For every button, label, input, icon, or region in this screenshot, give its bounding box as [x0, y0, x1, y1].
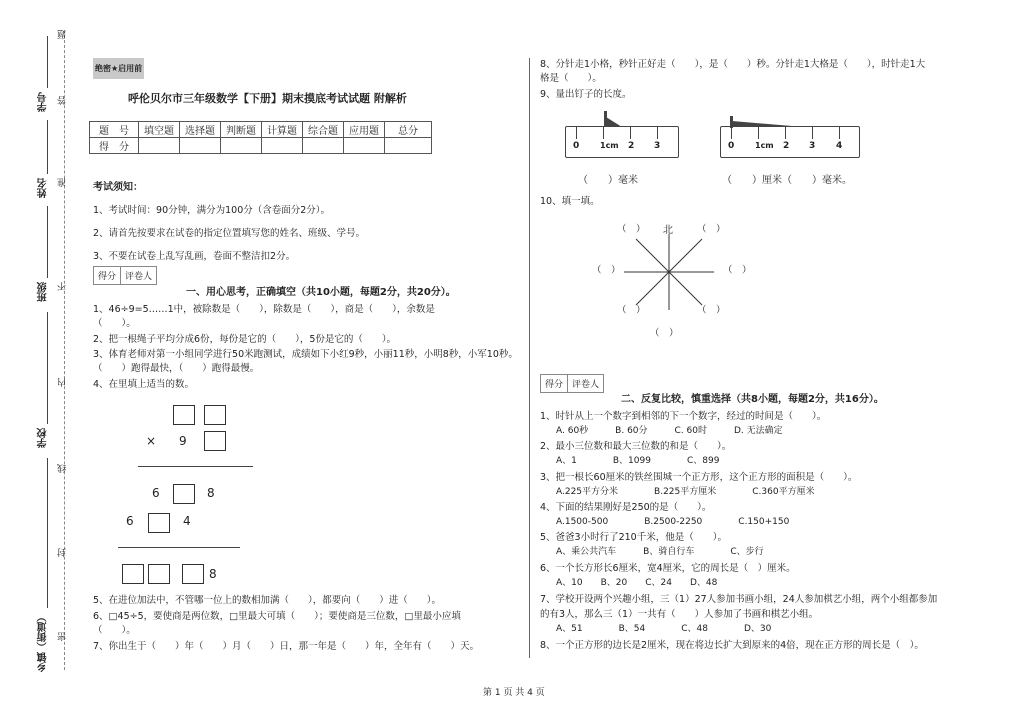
student-id-label: 学号 [38, 92, 49, 112]
ruler-label: 1cm [755, 141, 774, 150]
answer-text: （ ）厘米（ ）毫米。 [722, 175, 852, 186]
score-cell: 计算题 [262, 122, 303, 138]
options-text: A、乘公共汽车 B、骑自行车 C、步行 [556, 547, 764, 557]
score-table-wrap [89, 121, 432, 154]
grader-label: 评卷人 [125, 272, 153, 282]
options-text: A.1500-500 B.2500-2250 C.150+150 [556, 517, 790, 527]
question-text: 的有3人，那么三（1）一共有（ ）人参加了书画和棋艺小组。 [540, 609, 819, 620]
ruler-label: 0 [728, 141, 735, 151]
question-text: 2、最小三位数和最大三位数的和是（ ）。 [540, 441, 732, 452]
score-cell: 得 分 [90, 138, 139, 154]
secret-tag: 绝密★启用前 [93, 58, 144, 79]
fill-line [47, 120, 48, 174]
answer-box[interactable] [148, 513, 170, 533]
seal-char: 密 [58, 632, 68, 641]
options-text: A、1 B、1099 C、899 [556, 456, 720, 466]
question-text: （ ）。 [93, 625, 136, 636]
times-sign: × [146, 434, 157, 448]
column-divider [529, 58, 530, 658]
question-text: 8、分针走1小格，秒针正好走（ ），是（ ）秒。分针走1大格是（ ），时针走1大 [540, 59, 926, 70]
question-text: （ ）跑得最快，（ ）跑得最慢。 [93, 363, 260, 374]
exam-title: 呼伦贝尔市三年级数学【下册】期末摸底考试试题 附解析 [128, 92, 407, 105]
question-text: 7、你出生于（ ）年（ ）月（ ）日，那一年是（ ）年，全年有（ ）天。 [93, 641, 480, 652]
score-input-cell[interactable] [385, 138, 432, 154]
answer-box[interactable] [204, 405, 226, 425]
question-text: 8、一个正方形的边长是2厘米，现在将边长扩大到原来的4倍，现在正方形的周长是（ ）。 [540, 640, 924, 651]
digit: 8 [209, 567, 217, 581]
school-label: 学校 [38, 428, 49, 448]
question-text: 2、把一根绳子平均分成6份，每份是它的（ ），5份是它的（ ）。 [93, 334, 397, 345]
note-item: 2、请首先按要求在试卷的指定位置填写您的姓名、班级、学号。 [93, 228, 366, 239]
fill-line [47, 36, 48, 88]
score-input-cell[interactable] [139, 138, 180, 154]
score-input-cell[interactable] [344, 138, 385, 154]
fold-line [64, 30, 65, 670]
scorer-box [540, 374, 604, 393]
fill-line [47, 458, 48, 608]
answer-box[interactable] [182, 564, 204, 584]
answer-box[interactable] [122, 564, 144, 584]
direction-blank[interactable]: （ ） [697, 305, 726, 316]
score-cell: 总分 [385, 122, 432, 138]
answer-box[interactable] [204, 431, 226, 451]
digit: 9 [179, 434, 187, 448]
ruler-label: 3 [654, 141, 661, 151]
score-cell: 选择题 [180, 122, 221, 138]
ruler-1 [565, 126, 679, 158]
options-text: A.225平方分米 B.225平方厘米 C.360平方厘米 [556, 487, 815, 497]
question-text: 10、填一填。 [540, 196, 600, 207]
question-text: 5、在进位加法中，不管哪一位上的数相加满（ ），都要向（ ）进（ ）。 [93, 595, 442, 606]
score-input-cell[interactable] [303, 138, 344, 154]
question-text: 7、学校开设两个兴趣小组，三（1）27人参加书画小组，24人参加棋艺小组，两个小组都参加 [540, 594, 938, 605]
direction-blank[interactable]: （ ） [617, 224, 646, 235]
score-cell: 应用题 [344, 122, 385, 138]
seal-char: 线 [58, 464, 68, 473]
score-label: 得分 [541, 375, 568, 392]
ruler-label: 4 [836, 141, 843, 151]
ruler-label: 2 [628, 141, 635, 151]
question-text: 3、把一根长60厘米的铁丝围城一个正方形，这个正方形的面积是（ ）。 [540, 472, 858, 483]
page-footer: 第 1 页 共 4 页 [483, 688, 545, 698]
north-label: 北 [663, 225, 673, 236]
seal-char: 封 [58, 548, 68, 557]
answer-text: （ ）毫米 [578, 175, 638, 186]
scorer-box [93, 266, 157, 285]
class-label: 班级 [38, 282, 49, 302]
question-text: 3、体育老师对第一小组同学进行50米跑测试，成绩如下小红9秒，小丽11秒，小明8秒，小军10秒。 [93, 349, 518, 360]
nail-1 [596, 107, 626, 129]
calc-line [138, 466, 253, 467]
score-table [89, 121, 432, 154]
section1-title: 一、用心思考，正确填空（共10小题，每题2分，共20分）。 [186, 287, 456, 298]
ruler-label: 2 [783, 141, 790, 151]
score-cell: 填空题 [139, 122, 180, 138]
answer-box[interactable] [173, 405, 195, 425]
question-text: 1、时针从上一个数字到相邻的下一个数字，经过的时间是（ ）。 [540, 411, 827, 422]
note-item: 1、考试时间：90分钟，满分为100分（含卷面分2分）。 [93, 205, 331, 216]
score-input-cell[interactable] [221, 138, 262, 154]
question-text: 4、在里填上适当的数。 [93, 379, 195, 390]
score-cell: 判断题 [221, 122, 262, 138]
note-item: 3、不要在试卷上乱写乱画，卷面不整洁扣2分。 [93, 251, 296, 262]
answer-box[interactable] [148, 564, 170, 584]
digit: 4 [183, 514, 191, 528]
score-cell: 题 号 [90, 122, 139, 138]
question-text: 4、下面的结果刚好是250的是（ ）。 [540, 502, 712, 513]
town-label: 乡镇（街道） [38, 612, 49, 672]
score-label: 得分 [94, 267, 121, 284]
ruler-2 [720, 126, 860, 158]
nail-2 [728, 113, 808, 129]
direction-blank[interactable]: （ ） [617, 305, 646, 316]
question-text: （ ）。 [93, 318, 136, 329]
score-input-cell[interactable] [262, 138, 303, 154]
ruler-label: 3 [809, 141, 816, 151]
direction-blank[interactable]: （ ） [650, 328, 679, 339]
seal-char: 准 [58, 178, 68, 187]
fill-line [47, 312, 48, 424]
options-text: A、51 B、54 C、48 D、30 [556, 624, 772, 634]
ruler-label: 0 [573, 141, 580, 151]
name-label: 姓名 [38, 178, 49, 198]
direction-blank[interactable]: （ ） [592, 265, 621, 276]
notes-heading: 考试须知： [93, 182, 143, 193]
grader-label: 评卷人 [572, 380, 600, 390]
calc-line [118, 547, 240, 548]
question-text: 9、量出钉子的长度。 [540, 89, 632, 100]
score-table-header-row [90, 122, 432, 138]
ruler-label: 1cm [600, 141, 619, 150]
direction-blank[interactable]: （ ） [723, 265, 752, 276]
options-text: A、10 B、20 C、24 D、48 [556, 578, 718, 588]
section2-title: 二、反复比较，慎重选择（共8小题，每题2分，共16分）。 [621, 394, 884, 405]
seal-char: 内 [58, 378, 68, 387]
seal-char: 不 [58, 282, 68, 291]
options-text: A. 60秒 B. 60分 C. 60时 D. 无法确定 [556, 426, 783, 436]
question-text: 1、46÷9=5……1中，被除数是（ ），除数是（ ），商是（ ），余数是 [93, 304, 435, 315]
question-text: 5、爸爸3小时行了210千米，他是（ ）。 [540, 532, 727, 543]
direction-blank[interactable]: （ ） [697, 224, 726, 235]
seal-char: 答 [58, 96, 68, 105]
question-text: 6、□45÷5，要使商是两位数，□里最大可填（ ）；要使商是三位数，□里最小应填 [93, 611, 461, 622]
score-table-score-row [90, 138, 432, 154]
digit: 6 [152, 486, 160, 500]
score-input-cell[interactable] [180, 138, 221, 154]
seal-char: 题 [58, 30, 68, 39]
digit: 8 [207, 486, 215, 500]
answer-box[interactable] [173, 484, 195, 504]
score-cell: 综合题 [303, 122, 344, 138]
digit: 6 [126, 514, 134, 528]
question-text: 6、一个长方形长6厘米，宽4厘米，它的周长是（ ）厘米。 [540, 563, 796, 574]
fill-line [47, 206, 48, 278]
question-text: 格是（ ）。 [540, 73, 602, 84]
